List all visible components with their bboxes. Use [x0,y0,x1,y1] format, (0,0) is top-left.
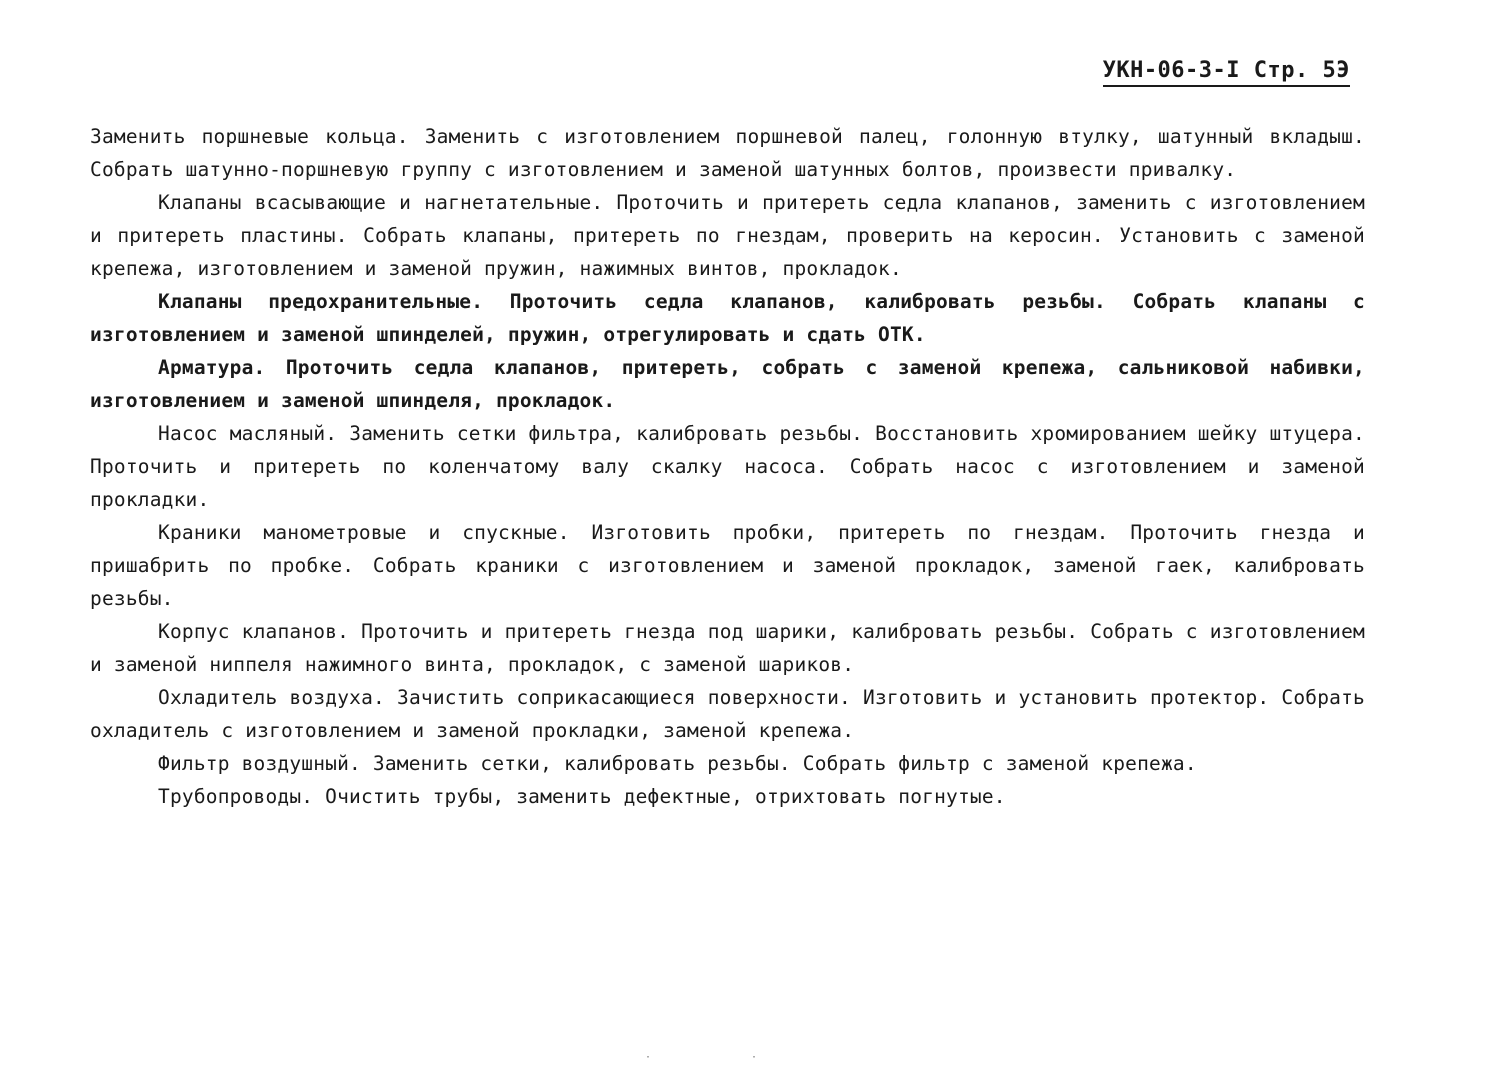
document-reference: УКН-06-3-I Стр. 5Э [1103,58,1350,87]
paragraph-air-filter: Фильтр воздушный. Заменить сетки, калибровать резьбы. Собрать фильтр с заменой крепежа. [158,752,1197,775]
scan-specks: ·· [645,1052,858,1063]
paragraph-safety-valves: Клапаны предохранительные. Проточить седла клапанов, калибровать резьбы. Собрать клапаны с изготовлением и заменой шпинделей, пружин, отрегулировать и сдать ОТК. [90,290,1365,346]
document-body [90,120,1365,813]
paragraph-fittings: Арматура. Проточить седла клапанов, притереть, собрать с заменой крепежа, сальниковой набивки, изготовлением и заменой шпинделя, прокладок. [90,356,1365,412]
paragraph-air-cooler: Охладитель воздуха. Зачистить соприкасающиеся поверхности. Изготовить и установить протектор. Собрать охладитель с изготовлением и заменой прокладки, заменой крепежа. [90,686,1365,742]
paragraph-oil-pump: Насос масляный. Заменить сетки фильтра, калибровать резьбы. Восстановить хромированием шейку штуцера. Проточить и притереть по коленчатому валу скалку насоса. Собрать насос с изготовлением и заменой прокладки. [90,422,1365,511]
paragraph-suction-valves: Клапаны всасывающие и нагнетательные. Проточить и притереть седла клапанов, заменить с изготовлением и притереть пластины. Собрать клапаны, притереть по гнездам, проверить на керосин. Установить с заменой крепежа, изготовлением и заменой пружин, нажимных винтов, прокладок. [90,191,1365,280]
paragraph-pipelines: Трубопроводы. Очистить трубы, заменить дефектные, отрихтовать погнутые. [158,785,1006,808]
paragraph-piston-group: Заменить поршневые кольца. Заменить с изготовлением поршневой палец, голонную втулку, шатунный вкладыш. Собрать шатунно-поршневую группу с изготовлением и заменой шатунных болтов, произвести привалку. [90,125,1365,181]
paragraph-gauge-taps: Краники манометровые и спускные. Изготовить пробки, притереть по гнездам. Проточить гнезда и пришабрить по пробке. Собрать краники с изготовлением и заменой прокладок, заменой гаек, калибровать резьбы. [90,521,1365,610]
paragraph-valve-body: Корпус клапанов. Проточить и притереть гнезда под шарики, калибровать резьбы. Собрать с изготовлением и заменой ниппеля нажимного винта, прокладок, с заменой шариков. [90,620,1365,676]
